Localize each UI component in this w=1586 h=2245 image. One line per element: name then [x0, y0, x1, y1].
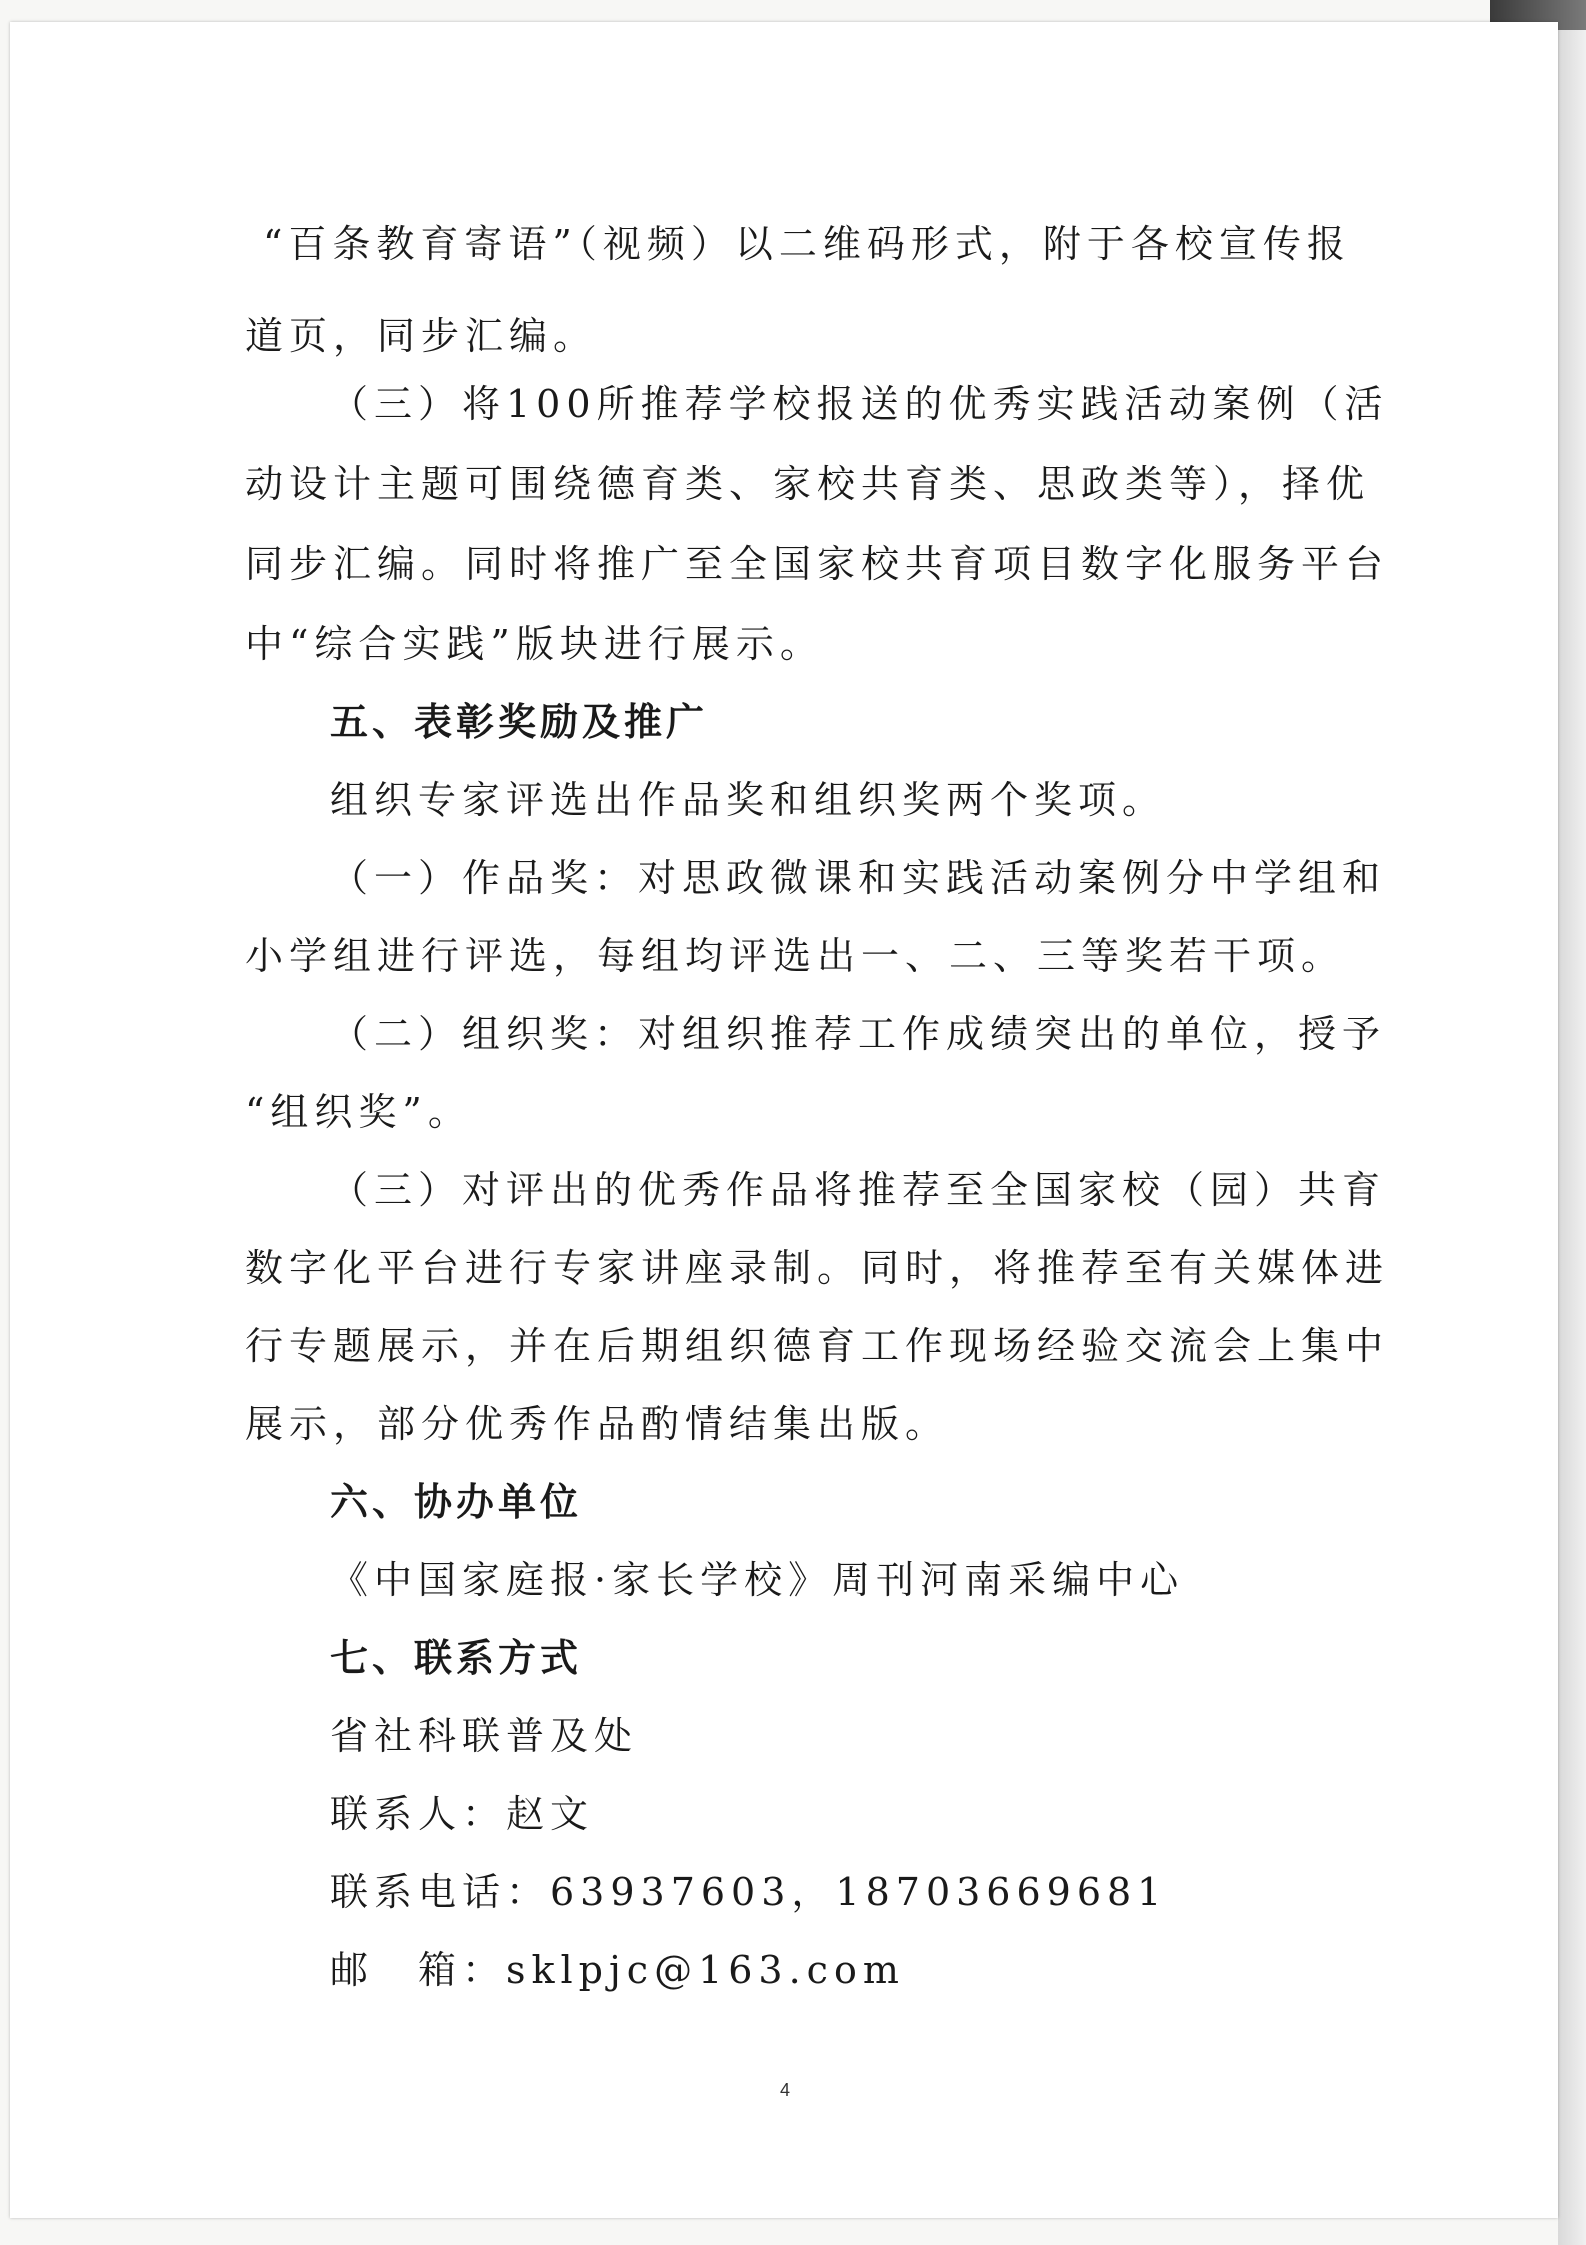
page-number: 4	[780, 2080, 791, 2100]
section-5-heading: 五、表彰奖励及推广	[330, 700, 709, 744]
section-5-item-2-line-2: “组织奖”。	[245, 1090, 472, 1134]
section-7-heading: 七、联系方式	[330, 1636, 583, 1680]
contact-phone: 联系电话：63937603，18703669681	[330, 1870, 1168, 1914]
section-5-item-3-line-3: 行专题展示，并在后期组织德育工作现场经验交流会上集中	[245, 1324, 1390, 1368]
section-6-heading: 六、协办单位	[330, 1480, 583, 1524]
section-5-item-2-line-1: （二）组织奖：对组织推荐工作成绩突出的单位，授予	[330, 1012, 1387, 1056]
contact-person: 联系人：赵文	[330, 1792, 595, 1836]
section-5-item-3-line-2: 数字化平台进行专家讲座录制。同时，将推荐至有关媒体进	[245, 1246, 1390, 1290]
section-6-content: 《中国家庭报·家长学校》周刊河南采编中心	[330, 1558, 1185, 1602]
contact-org: 省社科联普及处	[330, 1714, 639, 1758]
body-line-6: 中“综合实践”版块进行展示。	[245, 622, 824, 666]
section-5-item-3-line-4: 展示，部分优秀作品酌情结集出版。	[245, 1402, 950, 1446]
body-line-5: 同步汇编。同时将推广至全国家校共育项目数字化服务平台	[245, 542, 1390, 586]
section-5-intro: 组织专家评选出作品奖和组织奖两个奖项。	[330, 778, 1167, 822]
document-page	[10, 22, 1558, 2218]
body-line-2: 道页，同步汇编。	[245, 314, 598, 358]
scan-edge-right	[1558, 0, 1586, 2245]
section-5-item-1-line-2: 小学组进行评选，每组均评选出一、二、三等奖若干项。	[245, 934, 1346, 978]
section-5-item-3-line-1: （三）对评出的优秀作品将推荐至全国家校（园）共育	[330, 1168, 1387, 1212]
body-line-3: （三）将100所推荐学校报送的优秀实践活动案例（活	[330, 382, 1389, 426]
section-5-item-1-line-1: （一）作品奖：对思政微课和实践活动案例分中学组和	[330, 856, 1387, 900]
body-line-1: “百条教育寄语”（视频）以二维码形式，附于各校宣传报	[263, 222, 1351, 266]
contact-email: 邮 箱：sklpjc@163.com	[330, 1948, 905, 1992]
body-line-4: 动设计主题可围绕德育类、家校共育类、思政类等），择优	[245, 462, 1371, 506]
